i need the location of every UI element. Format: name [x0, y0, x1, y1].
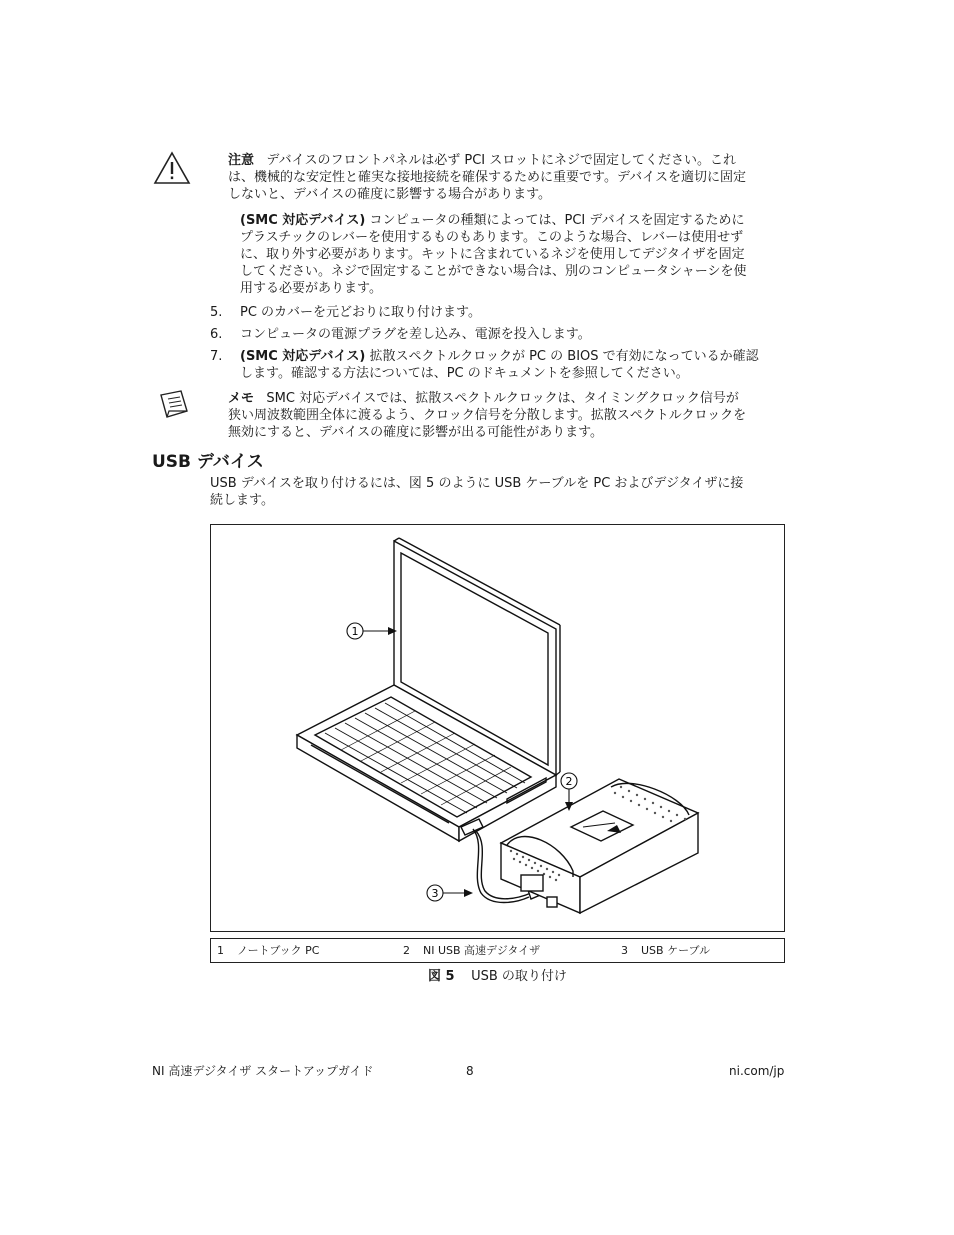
- smc-text-line: プラスチックのレバーを使用するものもあります。このような場合、レバーは使用せず: [240, 230, 744, 245]
- smc-label: (SMC 対応デバイス): [240, 213, 366, 228]
- step-number: 7.: [210, 349, 223, 364]
- step-text: コンピュータの電源プラグを差し込み、電源を投入します。: [240, 327, 591, 342]
- callout-number: 1: [351, 625, 359, 638]
- smc-text-line: 用する必要があります。: [240, 281, 382, 296]
- step-text: PC のカバーを元どおりに取り付けます。: [240, 305, 482, 320]
- step-label: (SMC 対応デバイス): [240, 349, 366, 364]
- legend-number: 3: [621, 944, 628, 957]
- legend-text: ノートブック PC: [237, 944, 320, 957]
- section-text-line: USB デバイスを取り付けるには、図 5 のように USB ケーブルを PC およびデジタイザに接: [210, 476, 744, 491]
- smc-paragraph: [240, 212, 788, 297]
- smc-text-line: に、取り外す必要があります。キットに含まれているネジを使用してデジタイザを固定: [240, 247, 745, 262]
- memo-text-line: 狭い周波数範囲全体に渡るよう、クロック信号を分散します。拡散スペクトルクロックを: [228, 408, 747, 423]
- smc-text-line: してください。ネジで固定することができない場合は、別のコンピュータシャーシを使: [240, 264, 747, 279]
- legend-number: 1: [217, 944, 224, 957]
- memo-paragraph: [228, 390, 788, 441]
- smc-text-line: コンピュータの種類によっては、PCI デバイスを固定するために: [369, 213, 745, 228]
- figure-illustration: [211, 525, 784, 931]
- legend-text: USB ケーブル: [641, 944, 711, 957]
- memo-label: メモ: [228, 391, 255, 406]
- laptop-illustration: [297, 538, 560, 841]
- caution-text-line: しないと、デバイスの確度に影響する場合があります。: [228, 187, 552, 202]
- step-text-line: 拡散スペクトルクロックが PC の BIOS で有効になっているか確認: [369, 349, 759, 364]
- note-icon: [157, 387, 191, 421]
- caption-text: USB の取り付け: [471, 969, 567, 984]
- caution-label: 注意: [228, 153, 255, 168]
- caution-paragraph: [228, 152, 788, 203]
- section-text-line: 続します。: [210, 493, 274, 508]
- section-paragraph: [210, 475, 788, 509]
- figure-frame: [210, 524, 785, 932]
- step-number: 6.: [210, 327, 223, 342]
- caution-text-line: は、機械的な安定性と確実な接地接続を確保するために重要です。デバイスを適切に固定: [228, 170, 747, 185]
- step-text-line: します。確認する方法については、PC のドキュメントを参照してください。: [240, 366, 689, 381]
- page-number: 8: [466, 1064, 474, 1078]
- memo-text-line: 無効にすると、デバイスの確度に影響が出る可能性があります。: [228, 425, 604, 440]
- step-number: 5.: [210, 305, 223, 320]
- caption-label: 図 5: [428, 969, 455, 984]
- footer-url: ni.com/jp: [729, 1064, 785, 1078]
- callout-number: 2: [565, 775, 573, 788]
- caution-text-line: デバイスのフロントパネルは必ず PCI スロットにネジで固定してください。これ: [266, 153, 737, 168]
- memo-text-line: SMC 対応デバイスでは、拡散スペクトルクロックは、タイミングクロック信号が: [266, 391, 739, 406]
- legend-text: NI USB 高速デジタイザ: [423, 944, 541, 957]
- figure-legend: [210, 938, 785, 963]
- legend-number: 2: [403, 944, 410, 957]
- footer-title: NI 高速デジタイザ スタートアップガイド: [152, 1064, 374, 1078]
- callout-number: 3: [431, 887, 439, 900]
- step-text: [240, 348, 788, 382]
- section-heading: USB デバイス: [152, 452, 264, 472]
- caution-icon: [152, 150, 192, 186]
- figure-caption: [428, 968, 567, 985]
